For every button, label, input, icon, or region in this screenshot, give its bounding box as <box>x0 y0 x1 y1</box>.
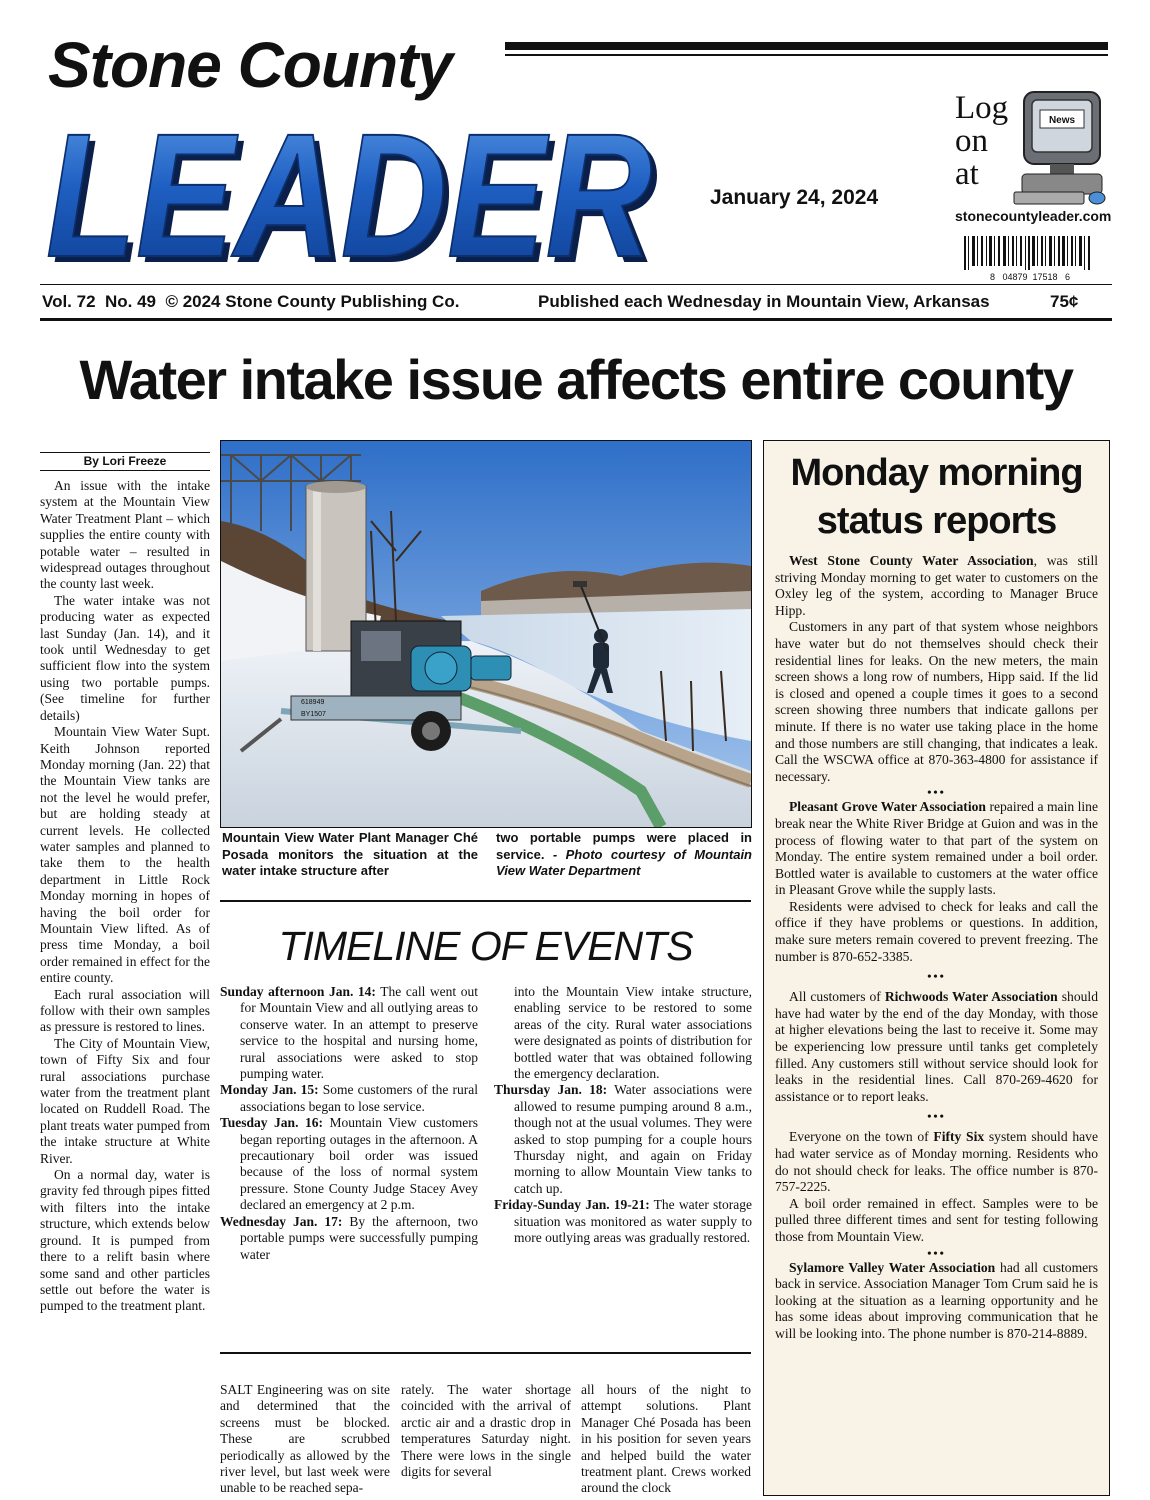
trailer-label-1: 618949 <box>301 699 325 706</box>
logon-line-3: at <box>955 156 979 192</box>
water-intake-photo <box>221 441 751 827</box>
bottom-column-2-text: rately. The water shortage coincided with the arrival of arctic air and a drastic drop in temperatures Saturday night. There were lows in the single digits for several <box>401 1382 571 1480</box>
timeline-entry-3 <box>220 1115 478 1213</box>
masthead <box>0 0 1150 330</box>
sidebar-west-stone-p2: Customers in any part of that system whose neighbors have water but do not themselves should check their residential lines for leaks. On the new meters, the main screen shows a long row of numbers, Hipp said. If the lid is closed and opened a couple times it goes to a second screen showing three numbers that indicate gallons per minute. If there is no water use taking place in the home and those numbers are still changing, that indicates a leak. Call the WSCWA office at 870-363-4800 for assistance if necessary. <box>775 619 1098 784</box>
sidebar-separator-4: ••• <box>927 1245 946 1260</box>
logon-line-1: Log <box>955 90 1009 126</box>
infobar-rule-top <box>40 284 1112 285</box>
bottom-column-3-text: all hours of the night to attempt solutions. Plant Manager Ché Posada has been in his position for seven years and helped build the water treatment plant. Crews worked around the clock <box>581 1382 751 1496</box>
sidebar-sylamore-text: had all customers back in service. Association Manager Tom Crum said he is looking at the situation as a learning opportunity and he has some ideas about improving communication that he will be looking into. The phone number is 870-214-8889. <box>775 1259 1098 1341</box>
infobar-volume: Vol. 72 No. 49 © 2024 Stone County Publishing Co. <box>42 292 460 311</box>
sidebar-richwoods-prefix: All customers of <box>789 989 885 1005</box>
photo-caption-left: Mountain View Water Plant Manager Ché Posada monitors the situation at the water intake structure after <box>222 830 478 878</box>
sidebar-pleasant-grove-text: repaired a main line break near the White River Bridge at Guion and was in the process of flowing water to that part of the system on Monday. The entire system remained under a boil order. Bottled water is available to customers at the water office in Pleasant Grove while the supply lasts. <box>775 799 1098 898</box>
website-url[interactable]: stonecountyleader.com <box>955 208 1112 224</box>
timeline-rule-top <box>220 900 751 902</box>
sidebar-fifty-six-name: Fifty Six <box>933 1129 985 1145</box>
timeline-col-1 <box>220 984 478 1263</box>
sidebar-pleasant-grove-p2: Residents were advised to check for leaks and call the office if they have problems or questions. In addition, make sure meters remain covered to prevent freezing. The number is 870-652-3385. <box>775 898 1098 964</box>
headline: Water intake issue affects entire county <box>79 348 1073 411</box>
masthead-title-top: Stone County <box>48 29 452 101</box>
infobar-rule-bottom <box>40 318 1112 321</box>
timeline-entry-4-label: Wednesday Jan. 17: <box>220 1213 343 1229</box>
timeline-entry-2-text: Some customers of the rural associations began to lose service. <box>240 1082 479 1114</box>
status-reports-sidebar <box>763 440 1110 1496</box>
timeline-entry-1-text: The call went out for Mountain View and all outlying areas to conserve water. In an attempt to preserve service to the hospital and nursing home, rural associations were asked to stop pumping water. <box>240 984 478 1082</box>
sidebar-richwoods-text: should have had water by the end of the day Monday, with those at higher elevations being the last to receive it. Some may be experiencing low pressure until tanks get completely filled. Any customers still without service should look for leaks in the residential lines. Call 870-269-4620 for assistance or to report leaks. <box>775 989 1099 1104</box>
timeline-entry-5 <box>494 1082 752 1197</box>
sidebar-separator-1: ••• <box>927 785 946 800</box>
timeline-entry-1-label: Sunday afternoon Jan. 14: <box>220 984 376 999</box>
masthead-title-fill: LEADER <box>46 110 652 275</box>
photo-caption-right <box>496 830 752 880</box>
masthead-rule-thin <box>505 54 1108 56</box>
sidebar-pleasant-grove-name: Pleasant Grove Water Association <box>789 799 986 815</box>
timeline-entry-4 <box>220 1214 478 1263</box>
sidebar-fifty-six-p1 <box>775 1129 1098 1195</box>
timeline-entry-1 <box>220 984 478 1082</box>
timeline-entry-6-label: Friday-Sunday Jan. 19-21: <box>494 1197 650 1213</box>
timeline-continuation: into the Mountain View intake structure, enabling service to be restored to some areas of the city. Rural water associations were designated as points of distribution for bottled water that was obtained following the emergency declaration. <box>514 984 752 1082</box>
sidebar-fifty-six-prefix: Everyone on the town of <box>789 1129 934 1145</box>
masthead-title-main <box>40 110 680 275</box>
masthead-rule-top <box>505 42 1108 50</box>
sidebar-title-line-1: Monday morning <box>790 452 1083 494</box>
timeline-entry-2-label: Monday Jan. 15: <box>220 1082 319 1098</box>
byline-rule <box>40 452 210 453</box>
left-paragraph-3: Mountain View Water Supt. Keith Johnson reported Monday morning (Jan. 22) that the Mountain View tanks are not the level he would prefer, but are holding steady at current levels. He collected water samples and planned to take them to the health department in Little Rock Monday morning in hopes of having the boil order for Mountain View lifted. As of press time Monday, a boil order remained in effect for the entire county. <box>40 724 210 986</box>
byline: By Lori Freeze <box>83 454 167 468</box>
timeline-entry-5-label: Thursday Jan. 18: <box>494 1082 608 1098</box>
timeline-entry-4-text: By the afternoon, two portable pumps were successfully pumping water <box>240 1213 478 1262</box>
timeline-entry-6-text: The water storage situation was monitored as water supply to more outlying areas was gradually restored. <box>514 1197 752 1246</box>
sidebar-west-stone-text: , was still striving Monday morning to get water to customers on the Oxley leg of the system, according to Manager Bruce Hipp. <box>775 553 1099 618</box>
left-column <box>40 478 210 1494</box>
left-paragraph-1: An issue with the intake system at the Mountain View Water Treatment Plant – which supplies the entire county with potable water – resulted in widespread outages throughout the county last week. <box>40 478 210 592</box>
timeline-title: TIMELINE OF EVENTS <box>278 923 693 969</box>
timeline-entry-3-label: Tuesday Jan. 16: <box>220 1115 323 1131</box>
barcode-icon <box>958 236 1108 282</box>
left-paragraph-4: Each rural association will follow with their own samples as pressure is restored to lines. <box>40 986 210 1035</box>
left-paragraph-5: The City of Mountain View, town of Fifty Six and four rural associations purchase water from the treatment plant located on Ruddell Road. The plant treats water pumped from the intake structure at White River. <box>40 1035 210 1166</box>
photo-caption-right-text: two portable pumps were placed in service. <box>496 830 752 862</box>
sidebar-sylamore-name: Sylamore Valley Water Association <box>789 1259 996 1275</box>
sidebar-separator-2: ••• <box>927 969 946 984</box>
timeline-entry-6 <box>494 1197 752 1246</box>
timeline-entry-2 <box>220 1082 478 1115</box>
sidebar-separator-3: ••• <box>927 1109 946 1124</box>
monitor-news-label: News <box>1048 115 1076 126</box>
left-paragraph-2: The water intake was not producing water as expected last Sunday (Jan. 14), and it took until Wednesday to get sufficient flow into the system using two portable pumps. (See timeline for further details) <box>40 592 210 723</box>
infobar-published: Published each Wednesday in Mountain View, Arkansas <box>538 292 990 311</box>
computer-monitor-icon <box>1012 88 1112 208</box>
trailer-label-2: BY1507 <box>301 711 326 718</box>
timeline-entry-5-text: Water associations were allowed to resume pumping around 8 a.m., though not at the usual volumes. They were asked to stop pumping for a couple hours Thursday night, and again on Friday morning to allow Mountain View tanks to catch up. <box>514 1082 752 1196</box>
timeline-col-2 <box>494 984 752 1247</box>
timeline-entry-3-text: Mountain View customers began reporting outages in the afternoon. A precautionary boil order was issued because of the loss of normal system pressure. Stone County Judge Stacey Avey declared an emergency at 2 p.m. <box>240 1115 479 1213</box>
photo-frame <box>220 440 752 828</box>
issue-date: January 24, 2024 <box>710 186 879 209</box>
left-paragraph-6: On a normal day, water is gravity fed through pipes fitted with filters into the intake structure, which extends below ground. It is pumped from there to a relift basin where some sand and other particles settle out before the water is pumped to the treatment plant. <box>40 1167 210 1314</box>
timeline-rule-bottom <box>220 1352 751 1354</box>
byline-rule-bottom <box>40 470 210 471</box>
sidebar-fifty-six-p2: A boil order remained in effect. Samples were to be pulled three different times and sent for testing following those from Mountain View. <box>775 1195 1098 1244</box>
masthead-title-shadow: LEADER <box>52 110 658 275</box>
sidebar-sylamore-p1 <box>775 1260 1098 1343</box>
barcode-number: 8 04879 17518 6 <box>989 272 1071 282</box>
bottom-column-1-text: SALT Engineering was on site and determined that the screens must be blocked. These are scrubbed periodically as allowed by the river level, but last week were unable to be reached sepa- <box>220 1382 390 1496</box>
bottom-column-1 <box>220 1382 390 1496</box>
bottom-column-3 <box>581 1382 751 1496</box>
sidebar-title-line-2: status reports <box>816 500 1057 542</box>
sidebar-richwoods-name: Richwoods Water Association <box>884 989 1058 1005</box>
photo-credit: - Photo courtesy of Mountain View Water Department <box>496 846 752 878</box>
sidebar-fifty-six-text: system should have had water service as of Monday morning. Residents who do not should check for leaks. The office number is 870-757-2225. <box>775 1129 1098 1195</box>
sidebar-west-stone-name: West Stone County Water Association <box>789 553 1034 568</box>
infobar-price: 75¢ <box>1050 292 1079 311</box>
logon-line-2: on <box>955 123 988 159</box>
bottom-column-2 <box>401 1382 571 1496</box>
sidebar-richwoods-p1 <box>775 989 1098 1105</box>
sidebar-pleasant-grove-p1 <box>775 799 1098 899</box>
sidebar-west-stone-p1 <box>775 553 1098 619</box>
